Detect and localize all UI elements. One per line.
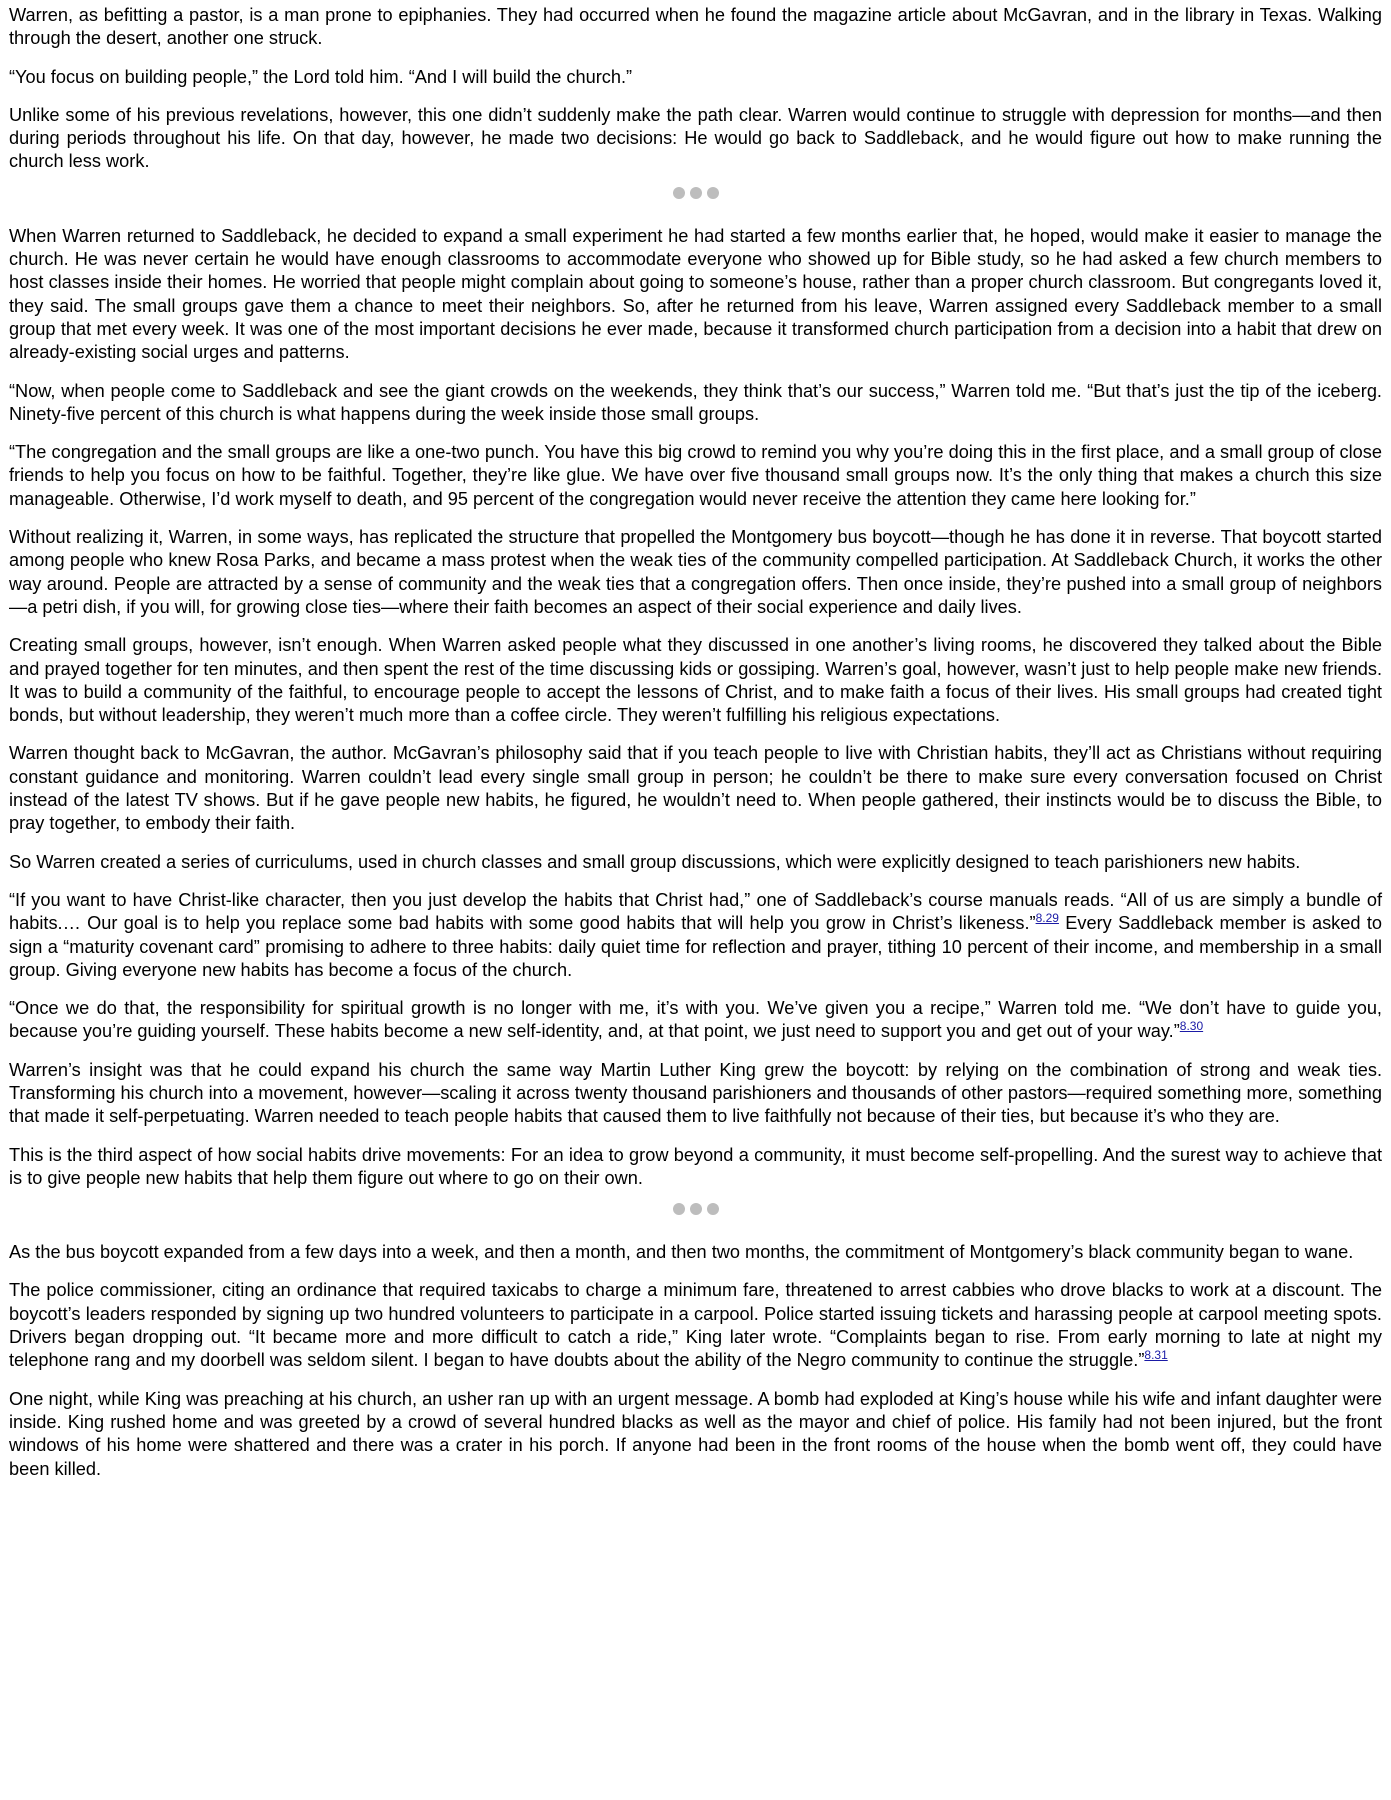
paragraph: As the bus boycott expanded from a few days into a week, and then a month, and then two months, the commitment of Montgomery’s black community began to wane.	[9, 1242, 1354, 1263]
separator-dot-icon	[707, 1203, 719, 1215]
paragraph: Warren thought back to McGavran, the author. McGavran’s philosophy said that if you teach people to live with Christian habits, they’ll act as Christians without requiring constant guidance and monitoring. Warren couldn’t lead every single small group in person; he couldn’t be there to make sure every conversation focused on Christ instead of the latest TV shows. But if he gave people new habits, he figured, he wouldn’t need to. When people gathered, their instincts would be to discuss the Bible, to pray together, to embody their faith.	[9, 743, 1382, 834]
paragraph: One night, while King was preaching at his church, an usher ran up with an urgent message. A bomb had exploded at King’s house while his wife and infant daughter were inside. King rushed home and was greeted by a crowd of several hundred blacks as well as the mayor and chief of police. His family had not been injured, but the front windows of his home were shattered and there was a crater in his porch. If anyone had been in the front rooms of the house when the bomb went off, they could have been killed.	[9, 1388, 1382, 1479]
section-separator	[9, 183, 1382, 203]
paragraph-text: The police commissioner, citing an ordinance that required taxicabs to charge a minimum fare, threatened to arrest cabbies who drove blacks to work at a discount. The boycott’s leaders responded by signing up two hundred volunteers to participate in a carpool. Police started issuing tickets and harassing people at carpool meeting spots. Drivers began dropping out. “It became more and more difficult to catch a ride,” King later wrote. “Complaints began to rise. From early morning to late at night my telephone rang and my doorbell was seldom silent. I began to have doubts about the ability of the Negro community to continue the struggle.”	[9, 1280, 1382, 1371]
paragraph-text: “If you want to have Christ-like character, then you just develop the habits that Christ had,” one of Saddleback’s course manuals reads. “All of us are simply a bundle of habits.… Our goal is to help you replace some bad habits with some good habits that will help you grow in Christ’s likeness.”	[9, 889, 1382, 934]
paragraph: When Warren returned to Saddleback, he decided to expand a small experiment he had started a few months earlier that, he hoped, would make it easier to manage the church. He was never certain he would have enough classrooms to accommodate everyone who showed up for Bible study, so he had asked a few church members to host classes inside their homes. He worried that people might complain about going to someone’s house, rather than a proper church classroom. But congregants loved it, they said. The small groups gave them a chance to meet their neighbors. So, after he returned from his leave, Warren assigned every Saddleback member to a small group that met every week. It was one of the most important decisions he ever made, because it transformed church participation from a decision into a habit that drew on already-existing social urges and patterns.	[9, 225, 1382, 363]
paragraph-text: “Once we do that, the responsibility for spiritual growth is no longer with me, it’s with you. We’ve given you a recipe,” Warren told me. “We don’t have to guide you, because you’re guiding yourself. These habits become a new self-identity, and, at that point, we just need to support you and get out of your way.”	[9, 998, 1382, 1042]
section-separator	[9, 1199, 1382, 1219]
paragraph	[9, 997, 1382, 1044]
paragraph	[9, 889, 1382, 982]
footnote-link-8-31[interactable]: 8.31	[1144, 1348, 1168, 1363]
paragraph: So Warren created a series of curriculums, used in church classes and small group discussions, which were explicitly designed to teach parishioners new habits.	[9, 851, 1301, 872]
paragraph: Warren, as befitting a pastor, is a man prone to epiphanies. They had occurred when he found the magazine article about McGavran, and in the library in Texas. Walking through the desert, another one struck.	[9, 5, 1382, 49]
paragraph: “The congregation and the small groups are like a one-two punch. You have this big crowd to remind you why you’re doing this in the first place, and a small group of close friends to help you focus on how to be faithful. Together, they’re like glue. We have over five thousand small groups now. It’s the only thing that makes a church this size manageable. Otherwise, I’d work myself to death, and 95 percent of the congregation would never receive the attention they came here looking for.”	[9, 442, 1382, 509]
paragraph: “You focus on building people,” the Lord told him. “And I will build the church.”	[9, 66, 633, 87]
paragraph	[9, 1279, 1382, 1372]
paragraph: “Now, when people come to Saddleback and see the giant crowds on the weekends, they think that’s our success,” Warren told me. “But that’s just the tip of the iceberg. Ninety-five percent of this church is what happens during the week inside those small groups.	[9, 380, 1382, 424]
paragraph-text: Every Saddleback member is asked to sign a “maturity covenant card” promising to adhere to three habits: daily quiet time for reflection and prayer, tithing 10 percent of their income, and membership in a small group. Giving everyone new habits has become a focus of the church.	[9, 913, 1382, 980]
separator-dot-icon	[690, 1203, 702, 1215]
paragraph: Creating small groups, however, isn’t enough. When Warren asked people what they discussed in one another’s living rooms, he discovered they talked about the Bible and prayed together for ten minutes, and then spent the rest of the time discussing kids or gossiping. Warren’s goal, however, wasn’t just to help people make new friends. It was to build a community of the faithful, to encourage people to accept the lessons of Christ, and to make faith a focus of their lives. His small groups had created tight bonds, but without leadership, they weren’t much more than a coffee circle. They weren’t fulfilling his religious expectations.	[9, 635, 1382, 726]
paragraph: Warren’s insight was that he could expand his church the same way Martin Luther King grew the boycott: by relying on the combination of strong and weak ties. Transforming his church into a movement, however—scaling it across twenty thousand parishioners and thousands of other pastors—required something more, something that made it self-perpetuating. Warren needed to teach people habits that caused them to live faithfully not because of their ties, but because it’s who they are.	[9, 1059, 1382, 1127]
paragraph: This is the third aspect of how social habits drive movements: For an idea to grow beyond a community, it must become self-propelling. And the surest way to achieve that is to give people new habits that help them figure out where to go on their own.	[9, 1144, 1382, 1188]
paragraph: Without realizing it, Warren, in some ways, has replicated the structure that propelled the Montgomery bus boycott—though he has done it in reverse. That boycott started among people who knew Rosa Parks, and became a mass protest when the weak ties of the community compelled participation. At Saddleback Church, it works the other way around. People are attracted by a sense of community and the weak ties that a congregation offers. Then once inside, they’re pushed into a small group of neighbors—a petri dish, if you will, for growing close ties—where their faith becomes an aspect of their social experience and daily lives.	[9, 527, 1382, 617]
separator-dot-icon	[707, 187, 719, 199]
separator-dot-icon	[673, 1203, 685, 1215]
separator-dot-icon	[673, 187, 685, 199]
separator-dot-icon	[690, 187, 702, 199]
footnote-link-8-29[interactable]: 8.29	[1035, 911, 1059, 926]
footnote-link-8-30[interactable]: 8.30	[1179, 1019, 1204, 1034]
paragraph: Unlike some of his previous revelations, however, this one didn’t suddenly make the path clear. Warren would continue to struggle with depression for months—and then during periods throughout his life. On that day, however, he made two decisions: He would go back to Saddleback, and he would figure out how to make running the church less work.	[9, 104, 1382, 172]
